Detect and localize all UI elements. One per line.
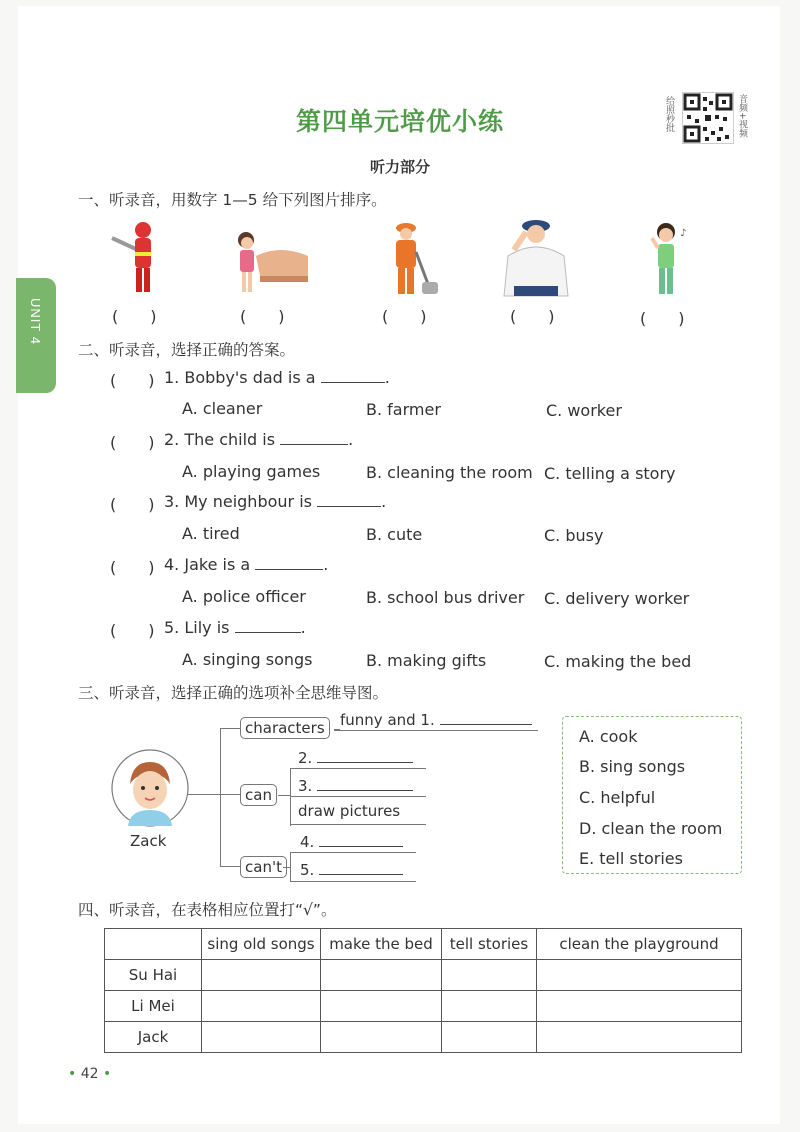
girl-making-bed-icon <box>230 226 312 300</box>
question-3-blank[interactable] <box>317 492 381 507</box>
question-2-blank[interactable] <box>280 430 348 445</box>
answer-paren-1[interactable]: ( ) <box>110 371 155 390</box>
table-row <box>105 960 742 991</box>
mindmap-cant-item-1-label: 4. <box>300 833 315 851</box>
section1-heading: 一、听录音，用数字 1—5 给下列图片排序。 <box>78 191 387 209</box>
question-4-option-a[interactable]: A. police officer <box>182 587 306 606</box>
mindmap-connector-cant <box>220 866 240 867</box>
table-header-col: tell stories <box>442 929 537 960</box>
question-2-end: . <box>348 430 354 449</box>
question-5 <box>164 618 306 637</box>
table-cell[interactable] <box>321 960 442 991</box>
mindmap-can-item-3: draw pictures <box>298 802 401 820</box>
mindmap-branch-can: can <box>240 784 277 806</box>
table-header-col: clean the playground <box>537 929 742 960</box>
mindmap-connector-characters <box>220 728 240 729</box>
choice-c[interactable]: C. helpful <box>579 788 656 807</box>
section4-heading: 四、听录音，在表格相应位置打“√”。 <box>78 901 337 919</box>
question-4-option-c[interactable]: C. delivery worker <box>544 589 690 608</box>
mindmap-center-name: Zack <box>130 832 167 850</box>
mindmap-can-item-1 <box>298 748 413 767</box>
mindmap-cant-underline-2 <box>290 881 416 882</box>
mindmap-blank-5[interactable] <box>319 860 403 875</box>
question-2-option-a[interactable]: A. playing games <box>182 462 321 481</box>
question-4-option-b[interactable]: B. school bus driver <box>366 588 525 607</box>
question-3-option-b[interactable]: B. cute <box>366 525 423 544</box>
table-row-label: Jack <box>105 1022 202 1053</box>
mindmap-cant-bracket <box>290 852 291 882</box>
table-header-col: make the bed <box>321 929 442 960</box>
table-row <box>105 1022 742 1053</box>
picture-order-blank-3[interactable]: ( ) <box>382 307 427 326</box>
unit-side-tab <box>16 278 56 393</box>
table-header-col: sing old songs <box>202 929 321 960</box>
mindmap-can-item-2 <box>298 776 413 795</box>
table-cell[interactable] <box>537 991 742 1022</box>
page-number-value: 42 <box>80 1066 99 1082</box>
table-cell[interactable] <box>537 960 742 991</box>
boy-singing-icon <box>638 220 698 304</box>
qr-left-label: 给照秒批 <box>664 96 674 132</box>
mindmap-characters-item <box>340 710 532 729</box>
table-cell[interactable] <box>442 960 537 991</box>
answer-paren-4[interactable]: ( ) <box>110 558 155 577</box>
mindmap-can-underline-3 <box>290 824 426 825</box>
question-5-text: 5. Lily is <box>164 618 230 637</box>
mindmap-blank-1[interactable] <box>440 710 532 725</box>
question-1 <box>164 368 390 387</box>
section2-heading: 二、听录音，选择正确的答案。 <box>78 341 296 359</box>
table-row-label: Li Mei <box>105 991 202 1022</box>
picture-order-blank-2[interactable]: ( ) <box>240 307 285 326</box>
picture-order-blank-4[interactable]: ( ) <box>510 307 555 326</box>
table-header-corner <box>105 929 202 960</box>
question-1-option-a[interactable]: A. cleaner <box>182 399 263 418</box>
table-cell[interactable] <box>202 960 321 991</box>
table-row <box>105 991 742 1022</box>
mindmap-characters-item-text: funny and 1. <box>340 711 435 729</box>
question-1-end: . <box>384 368 390 387</box>
question-1-blank[interactable] <box>321 368 385 383</box>
answer-paren-3[interactable]: ( ) <box>110 495 155 514</box>
question-3-end: . <box>381 492 387 511</box>
mindmap-can-underline-1 <box>290 768 426 769</box>
mindmap-cant-underline-1 <box>290 852 416 853</box>
mindmap-connector-can <box>220 794 240 795</box>
mindmap-can-link <box>278 795 290 796</box>
table-cell[interactable] <box>202 991 321 1022</box>
unit-tab-label: UNIT 4 <box>28 298 43 345</box>
table-cell[interactable] <box>321 991 442 1022</box>
mindmap-branch-cant: can't <box>240 856 287 878</box>
question-3 <box>164 492 386 511</box>
page-subtitle: 听力部分 <box>369 158 430 176</box>
section3-heading: 三、听录音，选择正确的选项补全思维导图。 <box>78 684 389 702</box>
question-4-text: 4. Jake is a <box>164 555 251 574</box>
mindmap-branch-characters: characters <box>240 717 330 739</box>
mindmap-can-item-2-label: 3. <box>298 777 313 795</box>
svg-text:♪: ♪ <box>680 228 687 239</box>
table-header-row <box>105 929 742 960</box>
page-number: • 42 • <box>68 1066 112 1082</box>
question-5-option-b[interactable]: B. making gifts <box>366 651 487 670</box>
cleaner-sweeping-icon <box>382 218 442 304</box>
question-1-option-b[interactable]: B. farmer <box>366 400 441 419</box>
zack-avatar <box>110 748 190 832</box>
choice-d[interactable]: D. clean the room <box>579 819 723 838</box>
mindmap-blank-2[interactable] <box>317 748 413 763</box>
question-2-text: 2. The child is <box>164 430 276 449</box>
question-2-option-b[interactable]: B. cleaning the room <box>366 463 533 482</box>
choices-box <box>562 716 742 874</box>
mindmap-can-bracket <box>290 768 291 826</box>
mindmap-blank-3[interactable] <box>317 776 413 791</box>
mindmap-cant-item-1 <box>300 832 403 851</box>
choice-a[interactable]: A. cook <box>579 727 638 746</box>
question-4-end: . <box>323 555 329 574</box>
police-officer-icon <box>500 216 572 302</box>
question-2 <box>164 430 353 449</box>
checkmark-table <box>104 928 742 1053</box>
question-3-text: 3. My neighbour is <box>164 492 312 511</box>
page-title: 第四单元培优小练 <box>295 107 504 136</box>
question-3-option-a[interactable]: A. tired <box>182 524 240 543</box>
table-cell[interactable] <box>202 1022 321 1053</box>
mindmap-blank-4[interactable] <box>319 832 403 847</box>
question-5-option-c[interactable]: C. making the bed <box>544 652 692 671</box>
question-4 <box>164 555 328 574</box>
question-5-blank[interactable] <box>235 618 301 633</box>
mindmap-can-underline-2 <box>290 796 426 797</box>
question-5-end: . <box>300 618 306 637</box>
question-1-text: 1. Bobby's dad is a <box>164 368 316 387</box>
question-1-option-c[interactable]: C. worker <box>546 401 622 420</box>
table-cell[interactable] <box>537 1022 742 1053</box>
mindmap-cant-item-2 <box>300 860 403 879</box>
question-4-blank[interactable] <box>255 555 323 570</box>
mindmap-characters-underline <box>334 730 538 731</box>
mindmap-cant-item-2-label: 5. <box>300 861 315 879</box>
qr-right-label: 音频+视频 <box>737 94 747 138</box>
question-2-option-c[interactable]: C. telling a story <box>544 464 676 483</box>
answer-paren-5[interactable]: ( ) <box>110 621 155 640</box>
answer-paren-2[interactable]: ( ) <box>110 433 155 452</box>
table-cell[interactable] <box>442 991 537 1022</box>
firefighter-icon <box>108 218 168 302</box>
mindmap-connector-main <box>188 794 220 795</box>
mindmap-trunk <box>220 728 221 866</box>
question-3-option-c[interactable]: C. busy <box>544 526 604 545</box>
choice-b[interactable]: B. sing songs <box>579 757 686 776</box>
question-5-option-a[interactable]: A. singing songs <box>182 650 313 669</box>
choice-e[interactable]: E. tell stories <box>579 849 683 868</box>
picture-order-blank-1[interactable]: ( ) <box>112 307 157 326</box>
mindmap-can-item-1-label: 2. <box>298 749 313 767</box>
table-cell[interactable] <box>442 1022 537 1053</box>
table-row-label: Su Hai <box>105 960 202 991</box>
picture-order-blank-5[interactable]: ( ) <box>640 309 685 328</box>
table-cell[interactable] <box>321 1022 442 1053</box>
